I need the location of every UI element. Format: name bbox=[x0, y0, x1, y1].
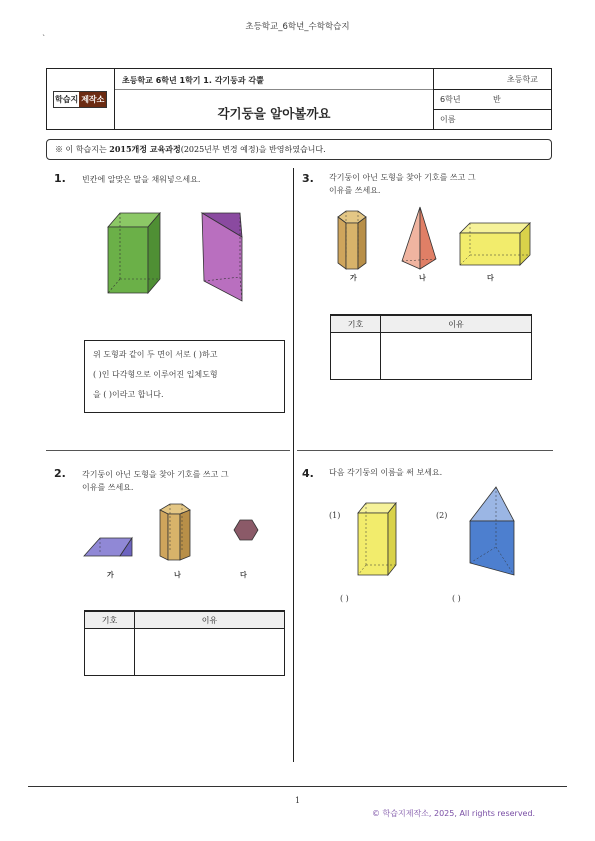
question-1-text: 빈칸에 알맞은 말을 채워넣으세요. bbox=[82, 175, 201, 184]
q3-answer-table bbox=[330, 314, 532, 380]
q4-answer-blank-2[interactable]: ( ) bbox=[452, 594, 461, 603]
q3-label-na: 나 bbox=[419, 274, 426, 282]
header-subtitle: 초등학교 6학년 1학기 1. 각기둥과 각뿔 bbox=[122, 76, 264, 85]
worksheet-header bbox=[46, 68, 552, 130]
left-section-divider bbox=[46, 450, 290, 451]
grade-field: 6학년 bbox=[440, 95, 461, 104]
q2-answer-reason-cell[interactable] bbox=[135, 629, 285, 676]
q4-prism-figures bbox=[350, 485, 550, 580]
q2-shape-da bbox=[234, 520, 258, 540]
q2-shape-figures bbox=[80, 500, 270, 568]
question-3-text-line-1: 각기둥이 아닌 도형을 찾아 기호를 쓰고 그 bbox=[329, 173, 476, 182]
notice-bold: 2015개정 교육과정 bbox=[109, 144, 181, 154]
question-2-number: 2. bbox=[54, 467, 66, 480]
column-divider bbox=[293, 168, 294, 762]
q2-label-da: 다 bbox=[240, 571, 247, 579]
q3-table-header-reason: 이유 bbox=[381, 315, 532, 333]
question-3-text-line-2: 이유를 쓰세요. bbox=[329, 186, 381, 195]
q1-fill-in-box bbox=[84, 340, 285, 413]
purple-triangular-prism bbox=[202, 213, 242, 301]
question-2-text-line-1: 각기둥이 아닌 도형을 찾아 기호를 쓰고 그 bbox=[82, 470, 229, 479]
header-divider-right bbox=[433, 69, 434, 129]
header-row-rule-2 bbox=[434, 109, 552, 110]
logo-text-b: 제작소 bbox=[79, 92, 106, 107]
q3-answer-reason-cell[interactable] bbox=[381, 333, 532, 380]
q1-line-2: ( )인 다각형으로 이루어진 입체도형 bbox=[93, 370, 218, 379]
q3-shape-na bbox=[402, 207, 436, 269]
page-title: 각기둥을 알아볼까요 bbox=[217, 106, 331, 121]
q3-label-da: 다 bbox=[487, 274, 494, 282]
q2-shape-na bbox=[160, 504, 190, 560]
q2-answer-code-cell[interactable] bbox=[85, 629, 135, 676]
q4-label-2: (2) bbox=[436, 511, 448, 520]
school-field: 초등학교 bbox=[507, 75, 538, 84]
page-top-title: 초등학교_6학년_수학학습지 bbox=[245, 22, 350, 32]
q2-shape-ga bbox=[84, 538, 132, 556]
page-tick-mark: ` bbox=[42, 34, 46, 43]
curriculum-notice bbox=[46, 139, 552, 160]
copyright-notice: © 학습지제작소, 2025, All rights reserved. bbox=[372, 809, 536, 818]
green-square-prism bbox=[108, 213, 160, 293]
question-3-number: 3. bbox=[302, 172, 314, 185]
page-number: 1 bbox=[294, 796, 301, 805]
q3-shape-da bbox=[460, 223, 530, 265]
right-section-divider bbox=[297, 450, 553, 451]
q2-label-ga: 가 bbox=[107, 571, 114, 579]
q4-answer-blank-1[interactable]: ( ) bbox=[340, 594, 349, 603]
q1-line-3: 을 ( )이라고 합니다. bbox=[93, 390, 164, 399]
q4-yellow-square-prism bbox=[358, 503, 396, 575]
q3-table-header-code: 기호 bbox=[331, 315, 381, 333]
q3-answer-code-cell[interactable] bbox=[331, 333, 381, 380]
logo-text-a: 학습지 bbox=[54, 92, 79, 107]
q4-blue-triangular-prism bbox=[470, 487, 514, 575]
header-row-rule-1 bbox=[434, 89, 552, 90]
question-4-text: 다음 각기둥의 이름을 써 보세요. bbox=[329, 468, 443, 477]
notice-prefix: ※ 이 학습지는 bbox=[55, 145, 110, 154]
q1-prism-figures bbox=[100, 205, 260, 305]
q3-shape-ga bbox=[338, 211, 366, 269]
brand-logo bbox=[53, 91, 107, 108]
footer-rule bbox=[28, 786, 567, 787]
class-field: 반 bbox=[493, 95, 501, 104]
q2-table-header-reason: 이유 bbox=[135, 611, 285, 629]
q4-label-1: (1) bbox=[329, 511, 341, 520]
question-1-number: 1. bbox=[54, 172, 66, 185]
question-2-text-line-2: 이유를 쓰세요. bbox=[82, 483, 134, 492]
q2-table-header-code: 기호 bbox=[85, 611, 135, 629]
q2-label-na: 나 bbox=[174, 571, 181, 579]
notice-suffix: (2025년부 변경 예정)을 반영하였습니다. bbox=[180, 145, 326, 154]
q2-answer-table bbox=[84, 610, 285, 676]
q3-shape-figures bbox=[330, 205, 540, 277]
question-4-number: 4. bbox=[302, 467, 314, 480]
name-field: 이름 bbox=[440, 115, 456, 124]
header-subtitle-rule bbox=[115, 89, 433, 90]
q3-label-ga: 가 bbox=[350, 274, 357, 282]
q1-line-1: 위 도형과 같이 두 면이 서로 ( )하고 bbox=[93, 350, 218, 359]
